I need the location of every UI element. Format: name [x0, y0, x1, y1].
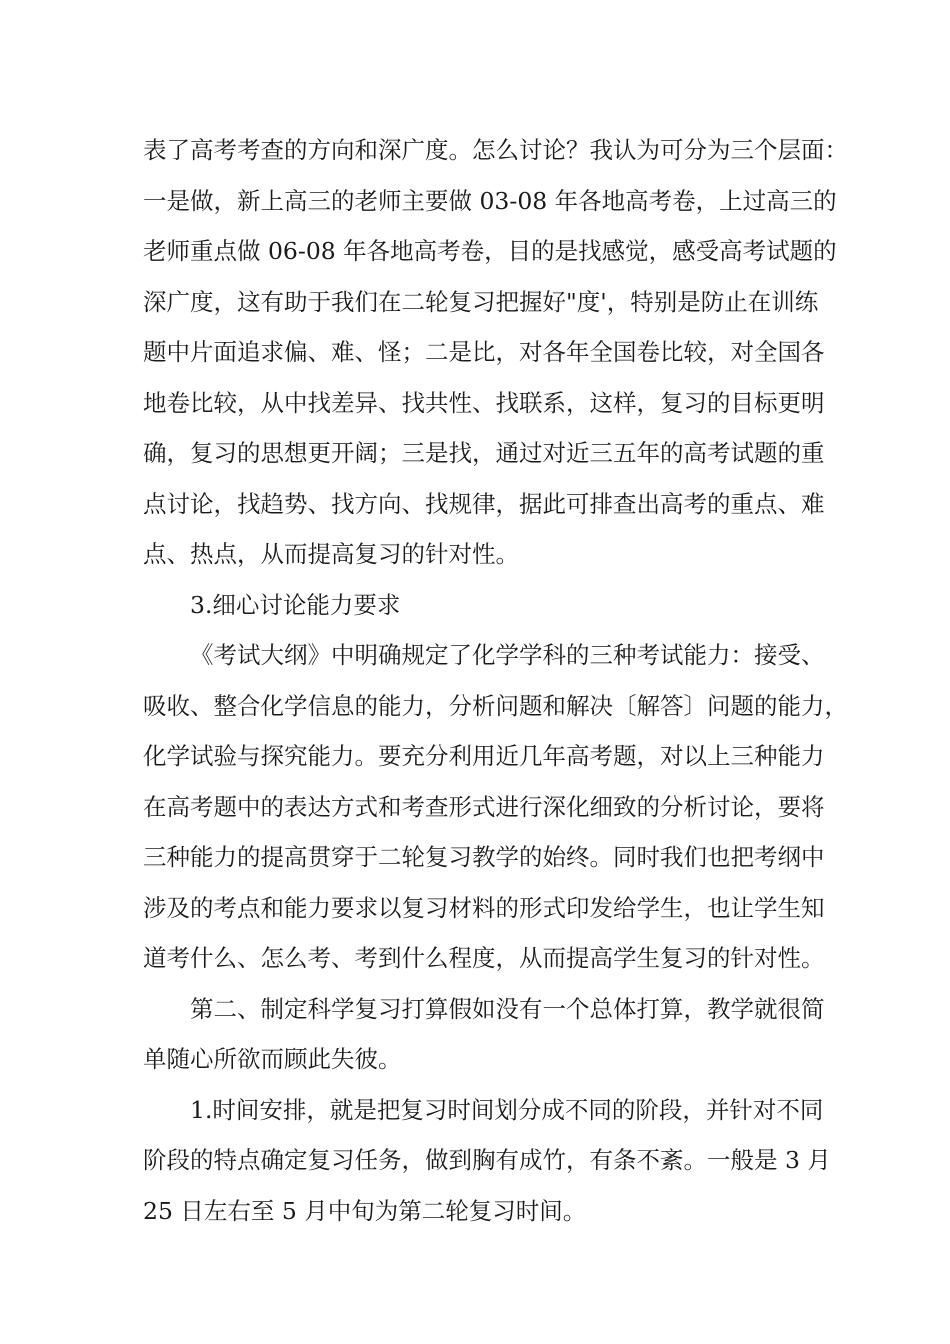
document-body	[143, 125, 848, 1236]
text-line: 三种能力的提高贯穿于二轮复习教学的始终。同时我们也把考纲中	[143, 843, 825, 871]
text-line: 25 日左右至 5 月中旬为第二轮复习时间。	[143, 1196, 587, 1225]
text-line: 单随心所欲而顾此失彼。	[143, 1045, 402, 1073]
text-line: 点、热点，从而提高复习的针对性。	[143, 540, 519, 568]
text-line: 老师重点做 06-08 年各地高考卷，目的是找感觉，感受高考试题的	[143, 237, 837, 265]
text-line: 在高考题中的表达方式和考查形式进行深化细致的分析讨论，要将	[143, 792, 825, 821]
text-line: 一是做，新上高三的老师主要做 03-08 年各地高考卷，上过高三的	[143, 186, 837, 215]
text-line: 道考什么、怎么考、考到什么程度，从而提高学生复习的针对性。	[143, 944, 825, 972]
text-line: 地卷比较，从中找差异、找共性、找联系，这样，复习的目标更明	[143, 388, 825, 417]
text-line: 题中片面追求偏、难、怪；二是比，对各年全国卷比较，对全国各	[143, 338, 825, 366]
text-line: 点讨论，找趋势、找方向、找规律，据此可排查出高考的重点、难	[143, 489, 825, 518]
text-line: 1.时间安排，就是把复习时间划分成不同的阶段，并针对不同	[190, 1095, 824, 1124]
text-line: 确，复习的思想更开阔；三是找，通过对近三五年的高考试题的重	[143, 439, 825, 467]
text-line: 涉及的考点和能力要求以复习材料的形式印发给学生，也让学生知	[143, 893, 825, 922]
text-line: 深广度，这有助于我们在二轮复习把握好"度'，特别是防止在训练	[143, 287, 819, 316]
text-line: 阶段的特点确定复习任务，做到胸有成竹，有条不紊。一般是 3 月	[143, 1146, 831, 1174]
section-heading: 3.细心讨论能力要求	[190, 590, 401, 619]
text-line: 第二、制定科学复习打算假如没有一个总体打算，教学就很简	[190, 994, 825, 1023]
text-line: 化学试验与探究能力。要充分利用近几年高考题，对以上三种能力	[143, 742, 825, 770]
text-line: 《考试大纲》中明确规定了化学学科的三种考试能力：接受、	[190, 641, 825, 669]
text-line: 吸收、整合化学信息的能力，分析问题和解决〔解答〕问题的能力，	[143, 691, 848, 720]
text-line: 表了高考考查的方向和深广度。怎么讨论？我认为可分为三个层面：	[143, 136, 848, 164]
